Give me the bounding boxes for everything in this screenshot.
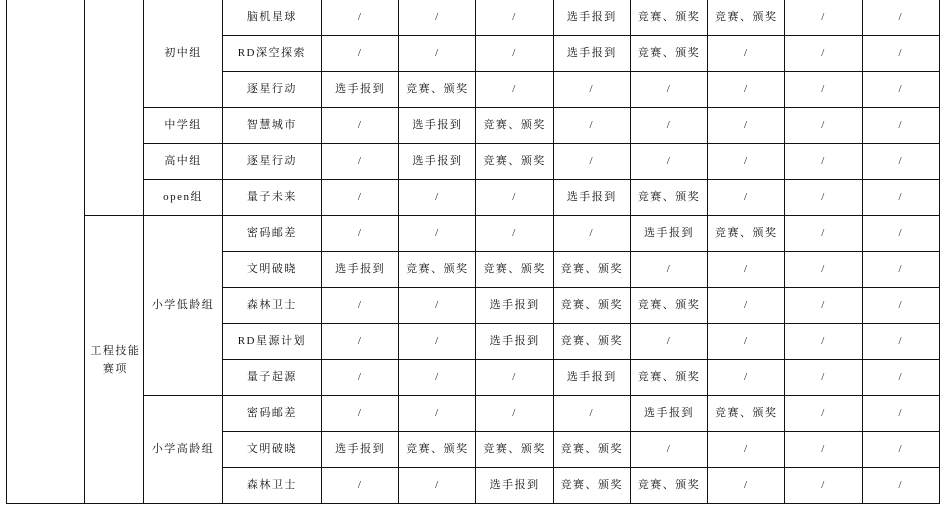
schedule-cell: / (708, 324, 785, 360)
schedule-cell: / (708, 288, 785, 324)
schedule-cell: / (476, 396, 553, 432)
schedule-cell: / (399, 360, 476, 396)
group-cell: open组 (144, 180, 222, 216)
schedule-cell: 选手报到 (630, 216, 707, 252)
schedule-cell: / (630, 144, 707, 180)
schedule-cell: 竞赛、颁奖 (630, 360, 707, 396)
schedule-cell: 选手报到 (630, 396, 707, 432)
schedule-cell: 竞赛、颁奖 (553, 288, 630, 324)
schedule-cell: 竞赛、颁奖 (553, 468, 630, 504)
schedule-cell: / (322, 36, 399, 72)
schedule-cell: 竞赛、颁奖 (476, 252, 553, 288)
event-name-cell: 森林卫士 (222, 468, 321, 504)
schedule-cell: / (630, 108, 707, 144)
schedule-cell: / (399, 396, 476, 432)
competition-schedule-table (6, 0, 940, 504)
event-name-cell: 文明破晓 (222, 252, 321, 288)
schedule-cell: 选手报到 (553, 180, 630, 216)
schedule-cell: 选手报到 (399, 144, 476, 180)
schedule-cell: / (708, 72, 785, 108)
schedule-cell: 选手报到 (476, 324, 553, 360)
event-name-cell: 逐星行动 (222, 72, 321, 108)
schedule-cell: 竞赛、颁奖 (553, 432, 630, 468)
schedule-cell: / (708, 108, 785, 144)
table-row (7, 144, 940, 180)
schedule-cell: / (862, 324, 939, 360)
schedule-cell: 竞赛、颁奖 (399, 252, 476, 288)
event-name-cell: 脑机星球 (222, 0, 321, 36)
schedule-cell: 竞赛、颁奖 (399, 72, 476, 108)
schedule-cell: / (708, 180, 785, 216)
schedule-cell: 竞赛、颁奖 (476, 144, 553, 180)
schedule-cell: / (785, 252, 862, 288)
schedule-cell: / (862, 144, 939, 180)
schedule-cell: / (862, 432, 939, 468)
schedule-cell: 竞赛、颁奖 (630, 468, 707, 504)
schedule-cell: / (785, 180, 862, 216)
schedule-cell: / (322, 288, 399, 324)
schedule-cell: / (785, 144, 862, 180)
schedule-cell: / (785, 288, 862, 324)
schedule-cell: 选手报到 (399, 108, 476, 144)
schedule-cell: 竞赛、颁奖 (708, 396, 785, 432)
schedule-cell: / (708, 36, 785, 72)
schedule-cell: / (630, 72, 707, 108)
event-name-cell: 逐星行动 (222, 144, 321, 180)
schedule-cell: / (399, 216, 476, 252)
schedule-cell: / (862, 72, 939, 108)
schedule-cell: / (785, 324, 862, 360)
schedule-cell: / (708, 252, 785, 288)
schedule-cell: / (862, 108, 939, 144)
schedule-cell: / (476, 180, 553, 216)
schedule-cell: / (862, 0, 939, 36)
schedule-cell: 选手报到 (553, 0, 630, 36)
event-name-cell: RD深空探索 (222, 36, 321, 72)
schedule-cell: / (322, 396, 399, 432)
group-cell: 初中组 (144, 0, 222, 108)
group-cell: 小学低龄组 (144, 216, 222, 396)
schedule-cell: / (399, 180, 476, 216)
event-name-cell: 森林卫士 (222, 288, 321, 324)
category-cell (85, 0, 144, 216)
schedule-cell: 竞赛、颁奖 (399, 432, 476, 468)
category-cell: 工程技能赛项 (85, 216, 144, 504)
schedule-cell: / (476, 72, 553, 108)
event-name-cell: 文明破晓 (222, 432, 321, 468)
schedule-cell: / (862, 396, 939, 432)
schedule-cell: / (785, 36, 862, 72)
schedule-cell: / (553, 72, 630, 108)
group-cell: 高中组 (144, 144, 222, 180)
group-cell: 中学组 (144, 108, 222, 144)
group-cell: 小学高龄组 (144, 396, 222, 504)
schedule-cell: / (399, 36, 476, 72)
schedule-cell: / (322, 324, 399, 360)
schedule-cell: / (399, 288, 476, 324)
schedule-cell: / (862, 36, 939, 72)
schedule-cell: / (862, 468, 939, 504)
schedule-cell: / (476, 36, 553, 72)
schedule-cell: / (785, 216, 862, 252)
schedule-cell: / (708, 468, 785, 504)
schedule-cell: 竞赛、颁奖 (630, 36, 707, 72)
schedule-cell: / (708, 144, 785, 180)
schedule-cell: / (553, 144, 630, 180)
left-margin-cell (7, 0, 85, 504)
schedule-cell: / (630, 432, 707, 468)
schedule-cell: / (322, 0, 399, 36)
schedule-cell: / (630, 252, 707, 288)
schedule-cell: 选手报到 (476, 288, 553, 324)
schedule-cell: / (322, 468, 399, 504)
schedule-cell: / (862, 252, 939, 288)
schedule-cell: / (476, 360, 553, 396)
schedule-cell: / (785, 468, 862, 504)
table-row (7, 396, 940, 432)
event-name-cell: 智慧城市 (222, 108, 321, 144)
schedule-cell: 竞赛、颁奖 (630, 288, 707, 324)
schedule-cell: 竞赛、颁奖 (476, 108, 553, 144)
schedule-cell: / (476, 0, 553, 36)
schedule-cell: 竞赛、颁奖 (630, 0, 707, 36)
schedule-cell: 选手报到 (322, 432, 399, 468)
schedule-cell: / (399, 324, 476, 360)
schedule-cell: / (708, 360, 785, 396)
table-row (7, 108, 940, 144)
schedule-cell: / (476, 216, 553, 252)
schedule-cell: / (785, 72, 862, 108)
schedule-cell: / (708, 432, 785, 468)
table-row (7, 180, 940, 216)
schedule-cell: 竞赛、颁奖 (553, 252, 630, 288)
schedule-cell: / (553, 216, 630, 252)
schedule-cell: / (785, 396, 862, 432)
schedule-cell: 选手报到 (322, 72, 399, 108)
schedule-cell: / (630, 324, 707, 360)
schedule-cell: / (553, 396, 630, 432)
schedule-cell: / (322, 216, 399, 252)
schedule-cell: 竞赛、颁奖 (476, 432, 553, 468)
schedule-cell: / (785, 108, 862, 144)
schedule-cell: / (553, 108, 630, 144)
schedule-cell: / (399, 468, 476, 504)
schedule-cell: 竞赛、颁奖 (708, 0, 785, 36)
schedule-cell: / (862, 180, 939, 216)
schedule-cell: / (322, 180, 399, 216)
schedule-cell: / (862, 288, 939, 324)
schedule-cell: / (399, 0, 476, 36)
schedule-cell: 竞赛、颁奖 (708, 216, 785, 252)
event-name-cell: 量子起源 (222, 360, 321, 396)
table-row (7, 0, 940, 36)
schedule-cell: 竞赛、颁奖 (553, 324, 630, 360)
schedule-cell: 选手报到 (476, 468, 553, 504)
schedule-cell: / (322, 360, 399, 396)
schedule-cell: / (785, 360, 862, 396)
schedule-cell: / (862, 216, 939, 252)
schedule-cell: / (785, 432, 862, 468)
schedule-cell: / (322, 108, 399, 144)
event-name-cell: 密码邮差 (222, 396, 321, 432)
schedule-cell: 竞赛、颁奖 (630, 180, 707, 216)
event-name-cell: 量子未来 (222, 180, 321, 216)
schedule-cell: 选手报到 (553, 36, 630, 72)
event-name-cell: RD星源计划 (222, 324, 321, 360)
schedule-cell: 选手报到 (322, 252, 399, 288)
schedule-cell: / (862, 360, 939, 396)
schedule-cell: 选手报到 (553, 360, 630, 396)
schedule-cell: / (322, 144, 399, 180)
table-row (7, 216, 940, 252)
schedule-cell: / (785, 0, 862, 36)
event-name-cell: 密码邮差 (222, 216, 321, 252)
